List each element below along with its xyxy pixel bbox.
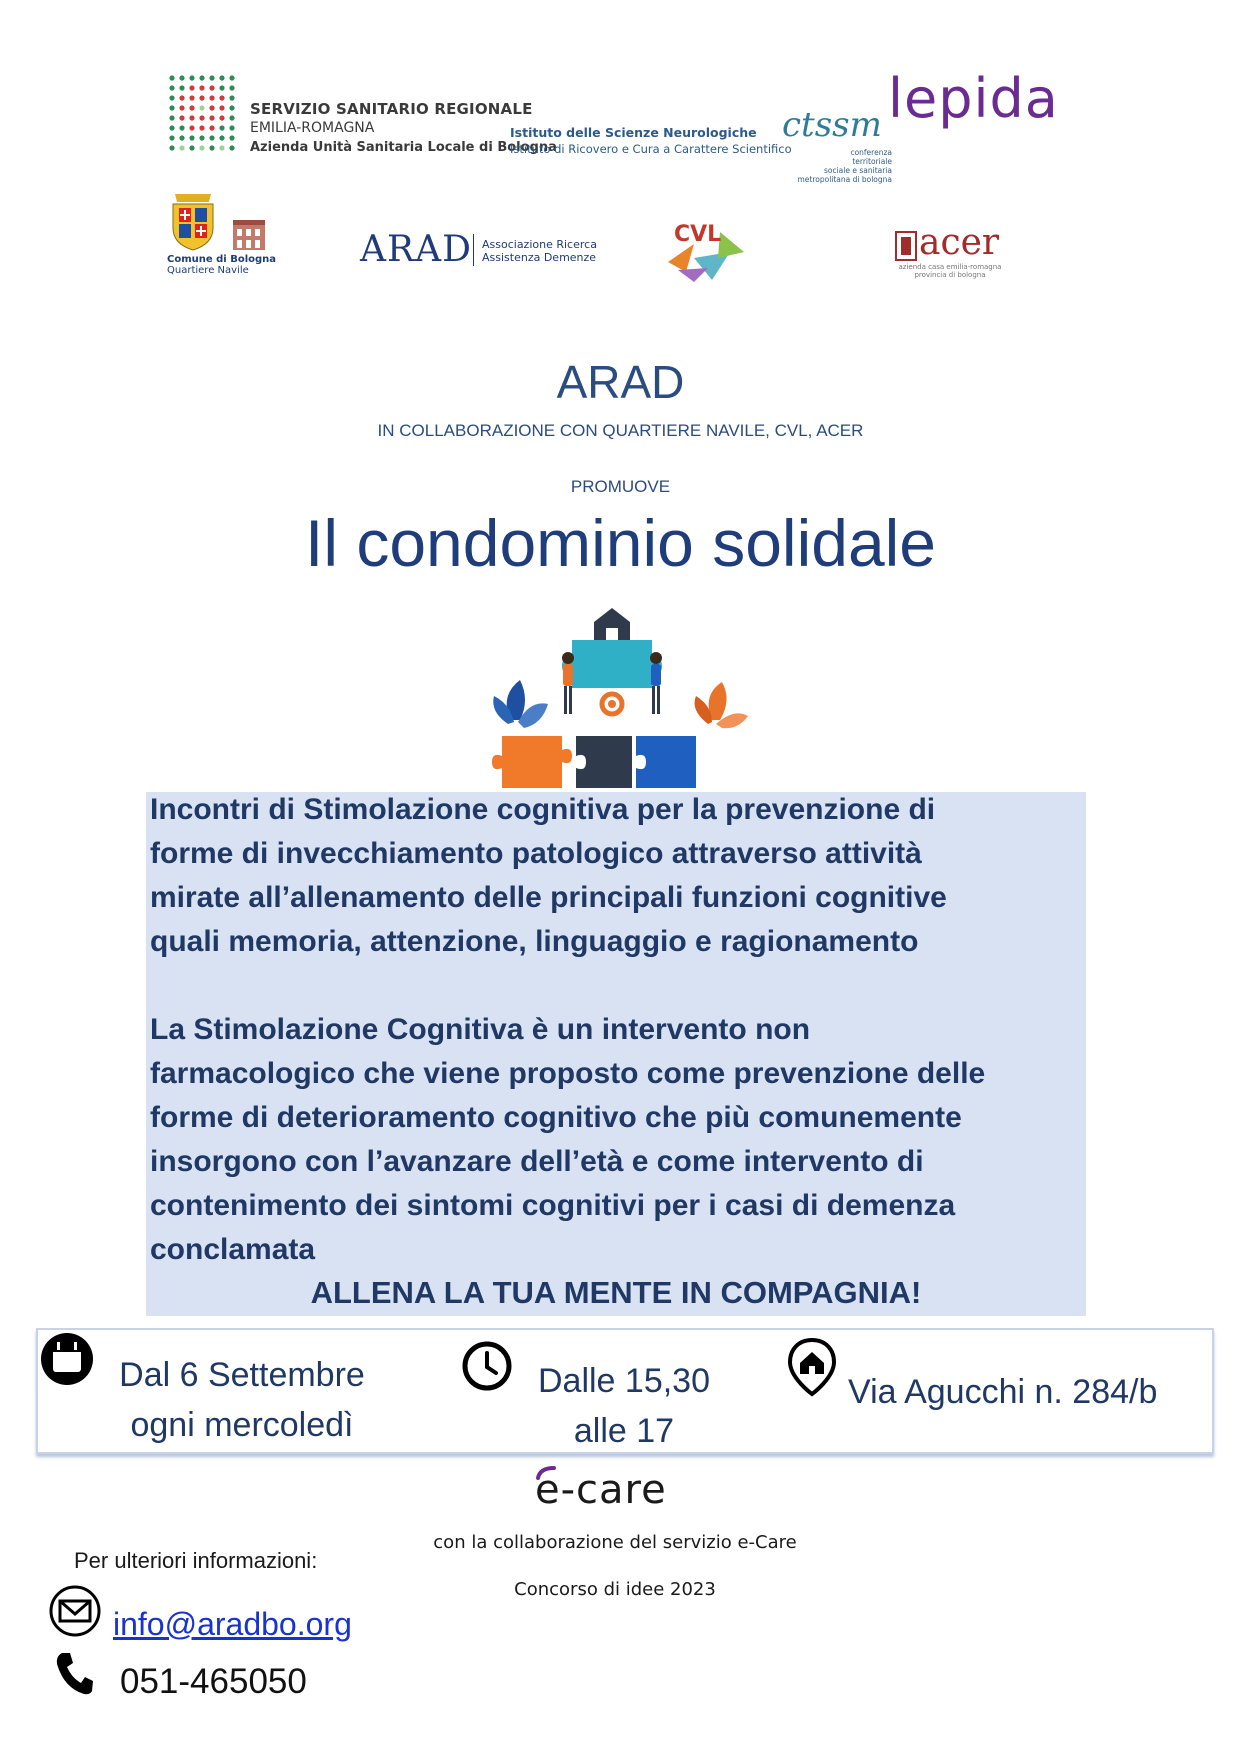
event-title: Il condominio solidale — [304, 506, 937, 580]
acer-mark-icon — [895, 231, 917, 261]
phone-number[interactable]: 051-465050 — [120, 1662, 307, 1701]
ctssm-sub2: territoriale — [852, 157, 892, 166]
email-link[interactable]: info@aradbo.org — [113, 1606, 352, 1642]
quartiere-building-icon — [231, 216, 267, 252]
collaboration-line: IN COLLABORAZIONE CON QUARTIERE NAVILE, CVL, ACER — [377, 421, 864, 440]
org-title: ARAD — [556, 356, 685, 408]
isn-line2: Istituto di Ricovero e Cura a Carattere Scientifico — [510, 142, 792, 156]
acer-sub1: azienda casa emilia-romagna — [898, 263, 1002, 271]
calendar-icon — [40, 1332, 94, 1386]
more-info-label: Per ulteriori informazioni: — [74, 1548, 318, 1573]
location-home-icon — [786, 1336, 838, 1398]
description-line: forme di invecchiamento patologico attraverso attività — [150, 837, 922, 870]
clock-icon — [461, 1340, 513, 1392]
description-line: conclamata — [150, 1233, 316, 1266]
description-line: insorgono con l’avanzare dell’età e come intervento di — [150, 1145, 924, 1178]
arad-logo-sub2: Assistenza Demenze — [482, 251, 597, 264]
description-line: Incontri di Stimolazione cognitiva per la prevenzione di — [150, 793, 936, 826]
ecare-logo: e-care — [535, 1467, 667, 1513]
ctssm-name: ctssm — [782, 105, 882, 145]
arad-logo-sub1: Associazione Ricerca — [482, 238, 597, 251]
isn-logo — [510, 125, 792, 156]
date-line2: ogni mercoledì — [130, 1406, 354, 1444]
mail-icon — [48, 1584, 102, 1638]
arad-logo — [360, 229, 597, 270]
coat-of-arms-icon — [165, 188, 221, 252]
acer-logo-name: acer — [919, 222, 1000, 263]
ecare-collaboration: con la collaborazione del servizio e-Care — [433, 1532, 797, 1553]
arad-logo-name: ARAD — [360, 229, 472, 270]
description-line: farmacologico che viene proposto come prevenzione delle — [150, 1057, 986, 1090]
comune-name: Comune di Bologna — [167, 254, 277, 265]
description-line: contenimento dei sintomi cognitivi per i casi di demenza — [150, 1189, 956, 1222]
acer-logo — [895, 222, 1015, 285]
date-line1: Dal 6 Settembre — [119, 1356, 365, 1394]
description-line: quali memoria, attenzione, linguaggio e ragionamento — [150, 925, 919, 958]
ctssm-logo — [782, 105, 902, 188]
promotes-label: PROMUOVE — [570, 477, 671, 496]
acer-sub2: provincia di bologna — [914, 271, 986, 279]
ausl-azienda: Azienda Unità Sanitaria Locale di Bologna — [250, 140, 557, 155]
ausl-logo — [168, 74, 557, 158]
puzzle-illustration — [490, 600, 750, 790]
description-line: mirate all’allenamento delle principali funzioni cognitive — [150, 881, 947, 914]
lepida-logo: lepida — [888, 67, 1059, 130]
comune-logo — [165, 188, 285, 278]
time-line2: alle 17 — [573, 1412, 675, 1450]
cvl-text: CVL — [674, 222, 722, 247]
description-line: La Stimolazione Cognitiva è un intervento non — [150, 1013, 811, 1046]
contest-label: Concorso di idee 2023 — [514, 1579, 716, 1600]
phone-icon — [54, 1650, 94, 1696]
ctssm-sub3: sociale e sanitaria — [823, 166, 892, 175]
time-line1: Dalle 15,30 — [537, 1362, 710, 1400]
ausl-dots-icon — [168, 74, 240, 154]
ecare-accent-icon — [536, 1466, 556, 1480]
ctssm-sub4: metropolitana di bologna — [797, 175, 892, 184]
ausl-region: EMILIA-ROMAGNA — [250, 120, 375, 136]
cvl-logo — [660, 222, 750, 284]
slogan: ALLENA LA TUA MENTE IN COMPAGNIA! — [310, 1275, 922, 1310]
description-line: forme di deterioramento cognitivo che più comunemente — [150, 1101, 962, 1134]
address: Via Agucchi n. 284/b — [848, 1373, 1158, 1411]
ausl-title: SERVIZIO SANITARIO REGIONALE — [250, 100, 533, 118]
comune-quartiere: Quartiere Navile — [167, 265, 249, 276]
isn-line1: Istituto delle Scienze Neurologiche — [510, 125, 757, 140]
ctssm-sub1: conferenza — [850, 148, 892, 157]
